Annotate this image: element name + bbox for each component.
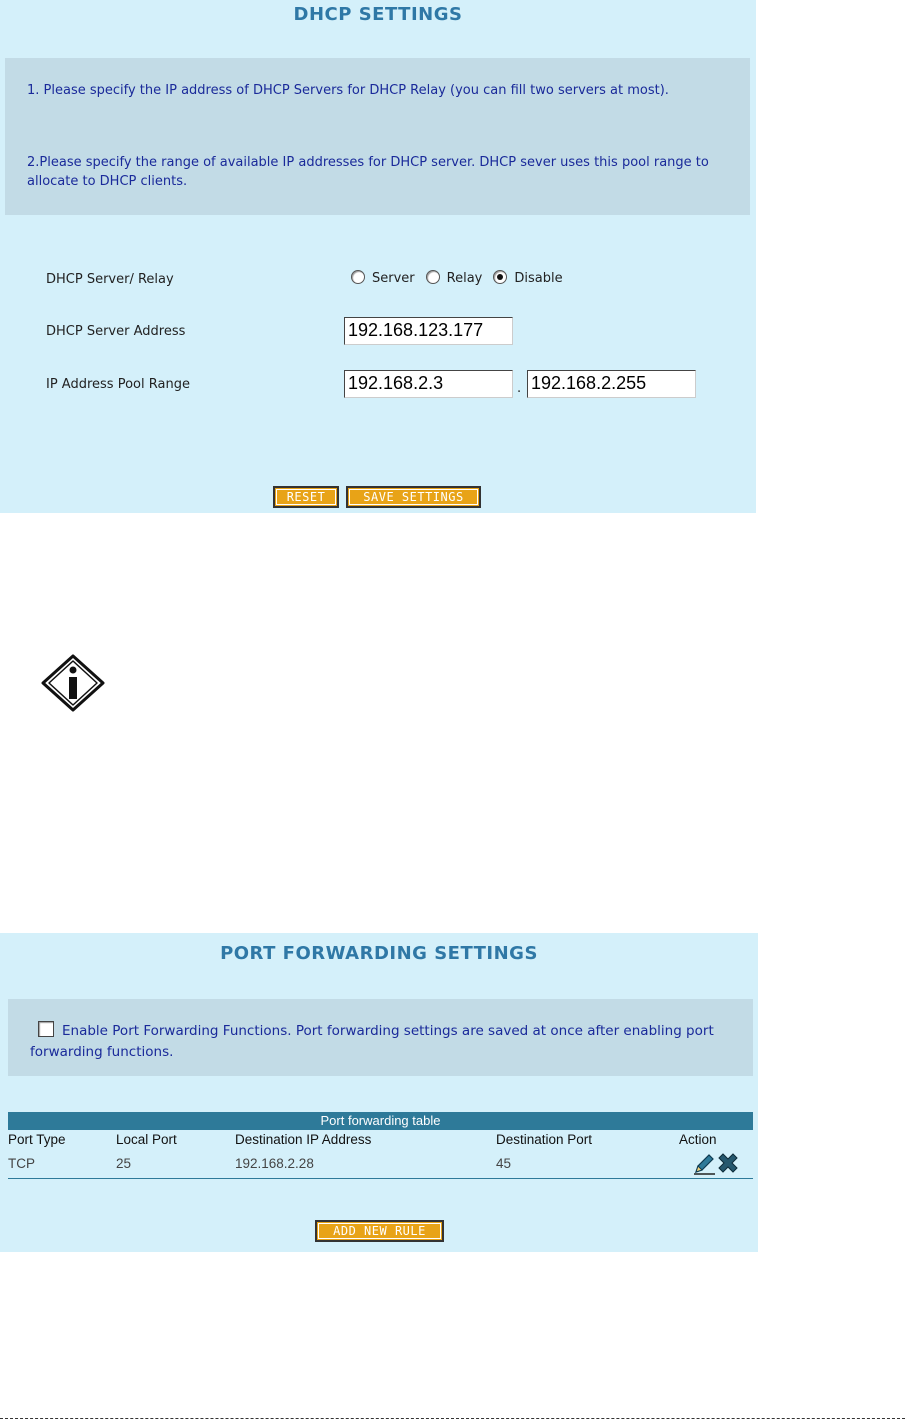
col-local-port: Local Port [116,1132,177,1147]
cell-destination-ip: 192.168.2.28 [235,1156,314,1171]
server-radio-label[interactable]: Server [372,271,415,286]
pool-range-separator: . [517,381,522,396]
dhcp-settings-panel [0,0,756,513]
disable-radio[interactable] [493,270,507,284]
dhcp-mode-label: DHCP Server/ Relay [46,272,174,287]
reset-button[interactable] [273,486,339,508]
enable-port-forwarding-text: Enable Port Forwarding Functions. Port forwarding settings are saved at once after enabling port forwarding functions. [30,1023,714,1060]
pool-start-input[interactable]: 192.168.2.3 [344,370,513,398]
relay-radio[interactable] [426,270,440,284]
dhcp-instruction-2: 2.Please specify the range of available IP addresses for DHCP server. DHCP sever uses this pool range to allocate to DHCP clients. [27,155,709,189]
pool-end-input[interactable]: 192.168.2.255 [527,370,696,398]
port-forwarding-table [8,1112,753,1179]
table-row [8,1150,753,1179]
edit-pencil-icon[interactable] [694,1155,715,1174]
port-forwarding-title: PORT FORWARDING SETTINGS [220,943,538,964]
server-address-input[interactable]: 192.168.123.177 [344,317,513,345]
cell-local-port: 25 [116,1156,132,1171]
server-radio[interactable] [351,270,365,284]
disable-radio-label[interactable]: Disable [514,271,563,286]
enable-port-forwarding-row [30,1021,743,1063]
pool-range-label: IP Address Pool Range [46,377,190,392]
table-header [8,1130,753,1150]
col-port-type: Port Type [8,1132,66,1147]
save-settings-button-label: SAVE SETTINGS [363,490,464,504]
save-settings-button[interactable] [346,486,481,508]
cell-port-type: TCP [8,1156,35,1171]
cell-destination-port: 45 [496,1156,512,1171]
col-destination-port: Destination Port [496,1132,593,1147]
server-address-label: DHCP Server Address [46,324,186,339]
enable-port-forwarding-checkbox[interactable] [38,1021,54,1037]
reset-button-label: RESET [286,490,326,504]
dhcp-settings-title: DHCP SETTINGS [293,4,463,25]
col-destination-ip: Destination IP Address [235,1132,372,1147]
delete-x-icon[interactable] [719,1154,737,1172]
port-forwarding-panel [0,933,758,1252]
add-new-rule-button-label: ADD NEW RULE [333,1224,426,1238]
table-title: Port forwarding table [8,1112,753,1130]
add-new-rule-button[interactable] [315,1220,444,1242]
relay-radio-label[interactable]: Relay [446,271,483,286]
info-icon [40,653,106,713]
dhcp-mode-radio-group [351,271,574,286]
port-forwarding-enable-box [8,999,753,1076]
page-footer-divider [0,1418,905,1419]
cell-action [693,1153,739,1185]
dhcp-instruction-1: 1. Please specify the IP address of DHCP Servers for DHCP Relay (you can fill two servers at most). [27,83,669,98]
dhcp-instructions [5,58,750,215]
col-action: Action [679,1132,717,1147]
